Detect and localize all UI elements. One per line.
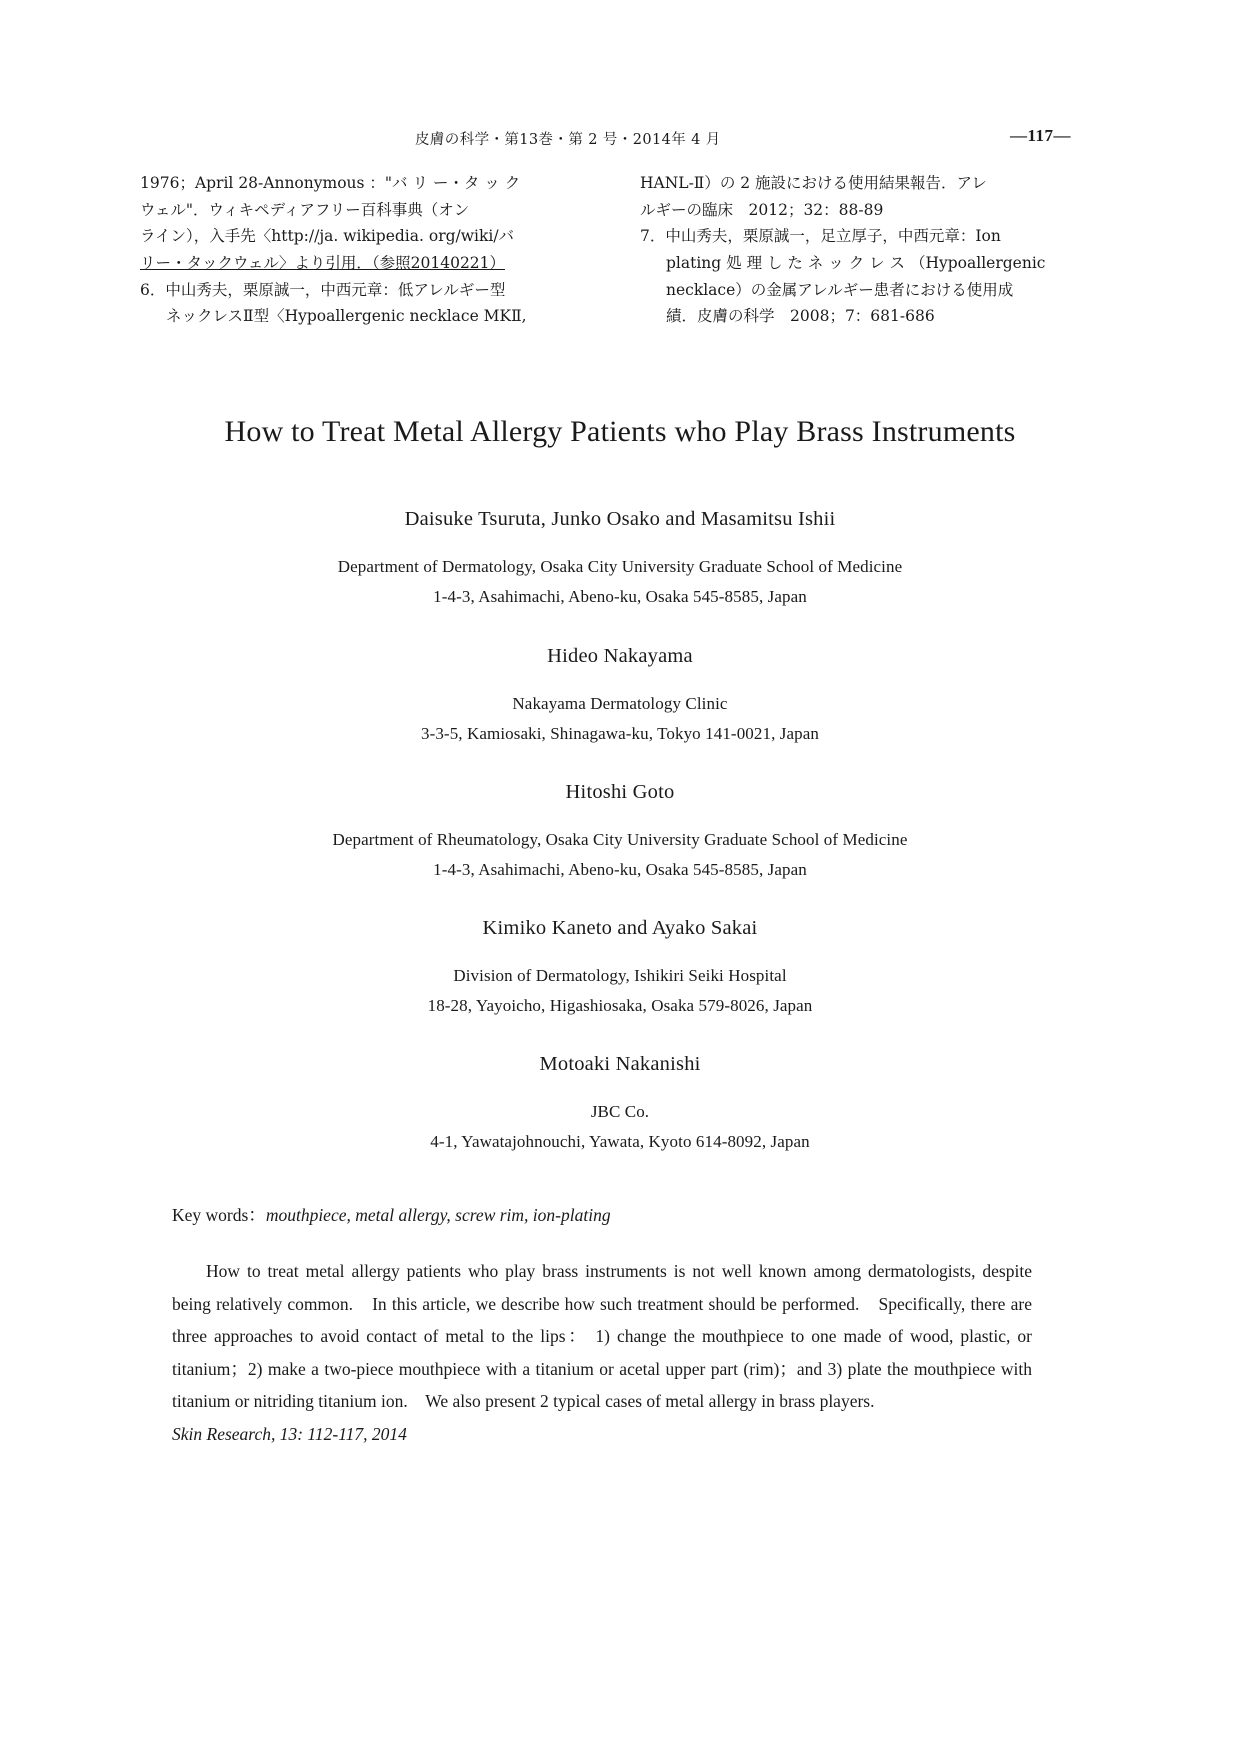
reference-line: 6．中山秀夫，栗原誠一，中西元章：低アレルギー型: [140, 280, 506, 299]
keywords: [172, 1202, 1072, 1227]
references-left-column: [140, 170, 580, 330]
affiliation-2-line-2: 3-3-5, Kamiosaki, Shinagawa-ku, Tokyo 141-0021, Japan: [420, 724, 820, 743]
reference-line: ウェル"．ウィキペディアフリー百科事典（オン: [140, 200, 470, 219]
keywords-value: mouthpiece, metal allergy, screw rim, ion-plating: [265, 1205, 611, 1225]
reference-line: HANL-Ⅱ）の 2 施設における使用結果報告．アレ: [640, 174, 987, 192]
affiliation-5-line-1: JBC Co.: [590, 1102, 650, 1121]
affiliation-4-line-1: Division of Dermatology, Ishikiri Seiki Hospital: [453, 966, 787, 985]
reference-line: 7．中山秀夫，栗原誠一，足立厚子，中西元章：Ion: [640, 227, 1001, 246]
keywords-label: Key words：: [172, 1205, 266, 1225]
affiliation-4-line-2: 18-28, Yayoicho, Higashiosaka, Osaka 579-8026, Japan: [427, 996, 813, 1015]
reference-line: ネックレスⅡ型〈Hypoallergenic necklace MKⅡ,: [166, 307, 527, 326]
abstract-text: How to treat metal allergy patients who play brass instruments is not well known among dermatologists, despite being relatively common. In this article, we describe how such treatment should be performed. Specifically, there are three approaches to avoid contact of metal to the lips： 1) change the mouthpiece to one made of wood, plastic, or titanium；2) make a two-piece mouthpiece with a titanium or acetal upper part (rim)；and 3) plate the mouthpiece with titanium or nitriding titanium ion. We also present 2 typical cases of metal allergy in brass players.: [172, 1261, 1032, 1412]
reference-line: ライン），入手先〈http://ja. wikipedia. org/wiki/バ: [140, 227, 515, 246]
references-section: [140, 170, 1100, 350]
reference-line-underlined: リー・タックウェル〉より引用．（参照20140221）: [140, 253, 506, 272]
article-title: How to Treat Metal Allergy Patients who Play Brass Instruments: [224, 415, 1016, 448]
article-citation: Skin Research, 13: 112-117, 2014: [172, 1423, 407, 1444]
journal-info: 皮膚の科学・第13巻・第 2 号・2014年 4 月: [415, 132, 721, 148]
author-list-5: Motoaki Nakanishi: [539, 1053, 701, 1075]
references-right-column: [640, 170, 1080, 330]
author-list-3: Hitoshi Goto: [565, 781, 675, 803]
affiliation-3-line-2: 1-4-3, Asahimachi, Abeno-ku, Osaka 545-8585, Japan: [433, 860, 807, 879]
reference-line: 績．皮膚の科学 2008；7：681-686: [666, 307, 935, 326]
author-list-4: Kimiko Kaneto and Ayako Sakai: [482, 917, 758, 939]
running-head: [0, 128, 1240, 150]
affiliation-2-line-1: Nakayama Dermatology Clinic: [512, 694, 728, 713]
page-number: —117—: [1010, 126, 1072, 145]
affiliation-3-line-1: Department of Rheumatology, Osaka City University Graduate School of Medicine: [332, 830, 908, 849]
reference-line: 1976；April 28-Annonymous ："バ リ ー・タ ッ ク: [140, 174, 521, 192]
affiliation-5-line-2: 4-1, Yawatajohnouchi, Yawata, Kyoto 614-8092, Japan: [430, 1132, 810, 1151]
author-list-2: Hideo Nakayama: [547, 645, 693, 667]
reference-line: plating 処 理 し た ネ ッ ク レ ス （Hypoallergenic: [666, 253, 1046, 272]
abstract: [172, 1255, 1032, 1450]
reference-line: ルギーの臨床 2012；32：88-89: [640, 200, 884, 219]
affiliation-1-line-2: 1-4-3, Asahimachi, Abeno-ku, Osaka 545-8585, Japan: [433, 587, 807, 606]
author-list-1: Daisuke Tsuruta, Junko Osako and Masamitsu Ishii: [404, 508, 836, 530]
affiliation-1-line-1: Department of Dermatology, Osaka City University Graduate School of Medicine: [337, 557, 903, 576]
reference-line: necklace）の金属アレルギー患者における使用成: [666, 280, 1014, 299]
